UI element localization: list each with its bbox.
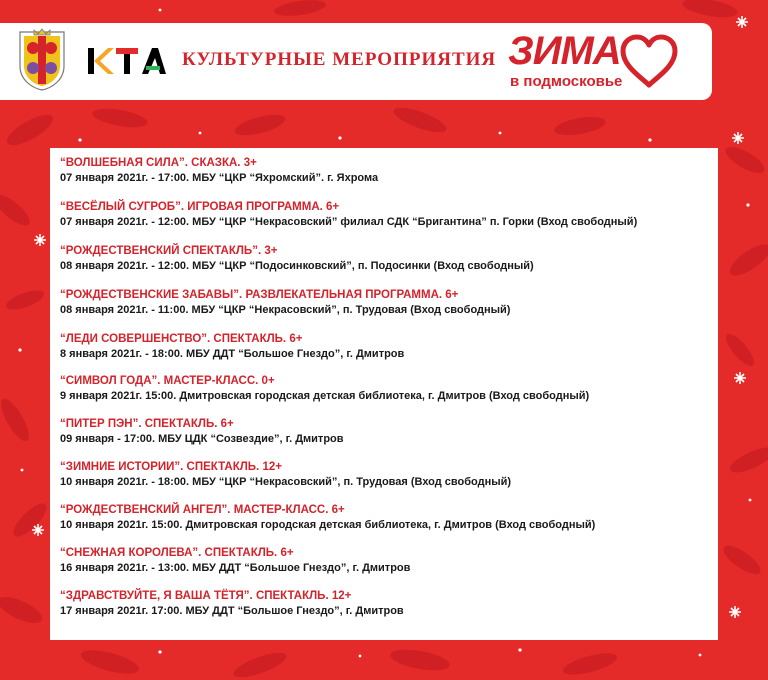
event-detail: 17 января 2021г. 17:00. МБУ ДДТ “Большое Гнездо”, г. Дмитров	[60, 605, 404, 617]
event-title: “РОЖДЕСТВЕНСКИЙ АНГЕЛ”. МАСТЕР-КЛАСС. 6+	[60, 504, 345, 516]
event-detail: 16 января 2021г. - 13:00. МБУ ДДТ “Большое Гнездо”, г. Дмитров	[60, 562, 411, 574]
event-title: “РОЖДЕСТВЕНСКИЙ СПЕКТАКЛЬ”. 3+	[60, 245, 278, 257]
event-item	[60, 589, 404, 619]
brand-word: ЗИМА	[508, 29, 621, 73]
event-title: “ЛЕДИ СОВЕРШЕНСТВО”. СПЕКТАКЛЬ. 6+	[60, 333, 303, 345]
event-detail: 08 января 2021г. - 11:00. МБУ “ЦКР “Некрасовский”, п. Трудовая (Вход свободный)	[60, 304, 511, 316]
event-item	[60, 156, 378, 186]
event-detail: 07 января 2021г. - 17:00. МБУ “ЦКР “Яхромский”. г. Яхрома	[60, 172, 379, 184]
event-detail: 8 января 2021г. - 18:00. МБУ ДДТ “Большое Гнездо”, г. Дмитров	[60, 348, 405, 360]
brand-subtitle: в подмосковье	[510, 73, 623, 90]
event-title: “СНЕЖНАЯ КОРОЛЕВА”. СПЕКТАКЛЬ. 6+	[60, 547, 294, 559]
heart-icon	[618, 33, 680, 89]
event-detail: 07 января 2021г. - 12:00. МБУ “ЦКР “Некрасовский” филиал СДК “Бригантина” п. Горки (Вход свободный)	[60, 216, 638, 228]
kta-logo	[88, 44, 166, 78]
event-detail: 9 января 2021г. 15:00. Дмитровская городская детская библиотека, г. Дмитров (Вход свободный)	[60, 390, 590, 402]
event-title: “ВОЛШЕБНАЯ СИЛА”. СКАЗКА. 3+	[60, 157, 257, 169]
header-bar	[0, 23, 712, 100]
event-title: “ПИТЕР ПЭН”. СПЕКТАКЛЬ. 6+	[60, 418, 234, 430]
event-item	[60, 374, 589, 404]
event-detail: 10 января 2021г. - 18:00. МБУ “ЦКР “Некрасовский”, п. Трудовая (Вход свободный)	[60, 476, 512, 488]
event-title: “ЗДРАВСТВУЙТЕ, Я ВАША ТЁТЯ”. СПЕКТАКЛЬ. 12+	[60, 590, 352, 602]
event-detail: 09 января - 17:00. МБУ ЦДК “Созвездие”, г. Дмитров	[60, 433, 344, 445]
event-detail: 08 января 2021г. - 12:00. МБУ “ЦКР “Подосинковский”, п. Подосинки (Вход свободный)	[60, 260, 534, 272]
event-item	[60, 546, 410, 576]
event-title: “ЗИМНИЕ ИСТОРИИ”. СПЕКТАКЛЬ. 12+	[60, 461, 282, 473]
events-panel	[50, 148, 718, 640]
event-item	[60, 200, 637, 230]
event-item	[60, 244, 534, 274]
event-title: “СИМВОЛ ГОДА”. МАСТЕР-КЛАСС. 0+	[60, 375, 275, 387]
event-item	[60, 460, 511, 490]
event-title: “РОЖДЕСТВЕНСКИЕ ЗАБАВЫ”. РАЗВЛЕКАТЕЛЬНАЯ ПРОГРАММА. 6+	[60, 289, 459, 301]
event-item	[60, 503, 595, 533]
event-item	[60, 332, 404, 362]
event-detail: 10 января 2021г. 15:00. Дмитровская городская детская библиотека, г. Дмитров (Вход свободный)	[60, 519, 596, 531]
coat-of-arms-icon	[16, 28, 68, 92]
header-title: КУЛЬТУРНЫЕ МЕРОПРИЯТИЯ	[182, 49, 497, 70]
event-item	[60, 417, 344, 447]
event-item	[60, 288, 510, 318]
event-title: “ВЕСЁЛЫЙ СУГРОБ”. ИГРОВАЯ ПРОГРАММА. 6+	[60, 201, 340, 213]
zima-brand-logo	[506, 29, 704, 95]
